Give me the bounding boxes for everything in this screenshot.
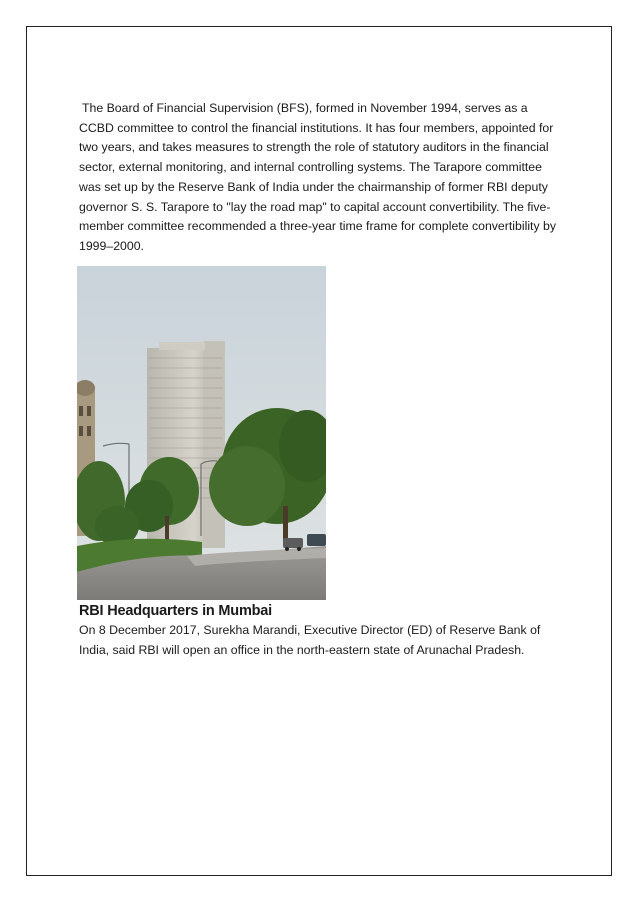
paragraph-1-text: The Board of Financial Supervision (BFS), formed in November 1994, serves as a CCBD committee to control the financial institutions. It has four members, appointed for two years, and takes measures to strength the role of statutory auditors in the financial sector, external monitoring, and internal controlling systems. The Tarapore committee was set up by the Reserve Bank of India under the chairmanship of former RBI deputy governor S. S. Tarapore to "lay the road map" to capital account convertibility. The five-member committee recommended a three-year time frame for complete convertibility by 1999–2000. [79,101,557,253]
image-caption: RBI Headquarters in Mumbai [79,603,272,619]
body-paragraph-1 [79,99,559,257]
rbi-headquarters-photo [77,266,326,600]
body-paragraph-2: On 8 December 2017, Surekha Marandi, Executive Director (ED) of Reserve Bank of India, said RBI will open an office in the north-eastern state of Arunachal Pradesh. [79,623,541,657]
